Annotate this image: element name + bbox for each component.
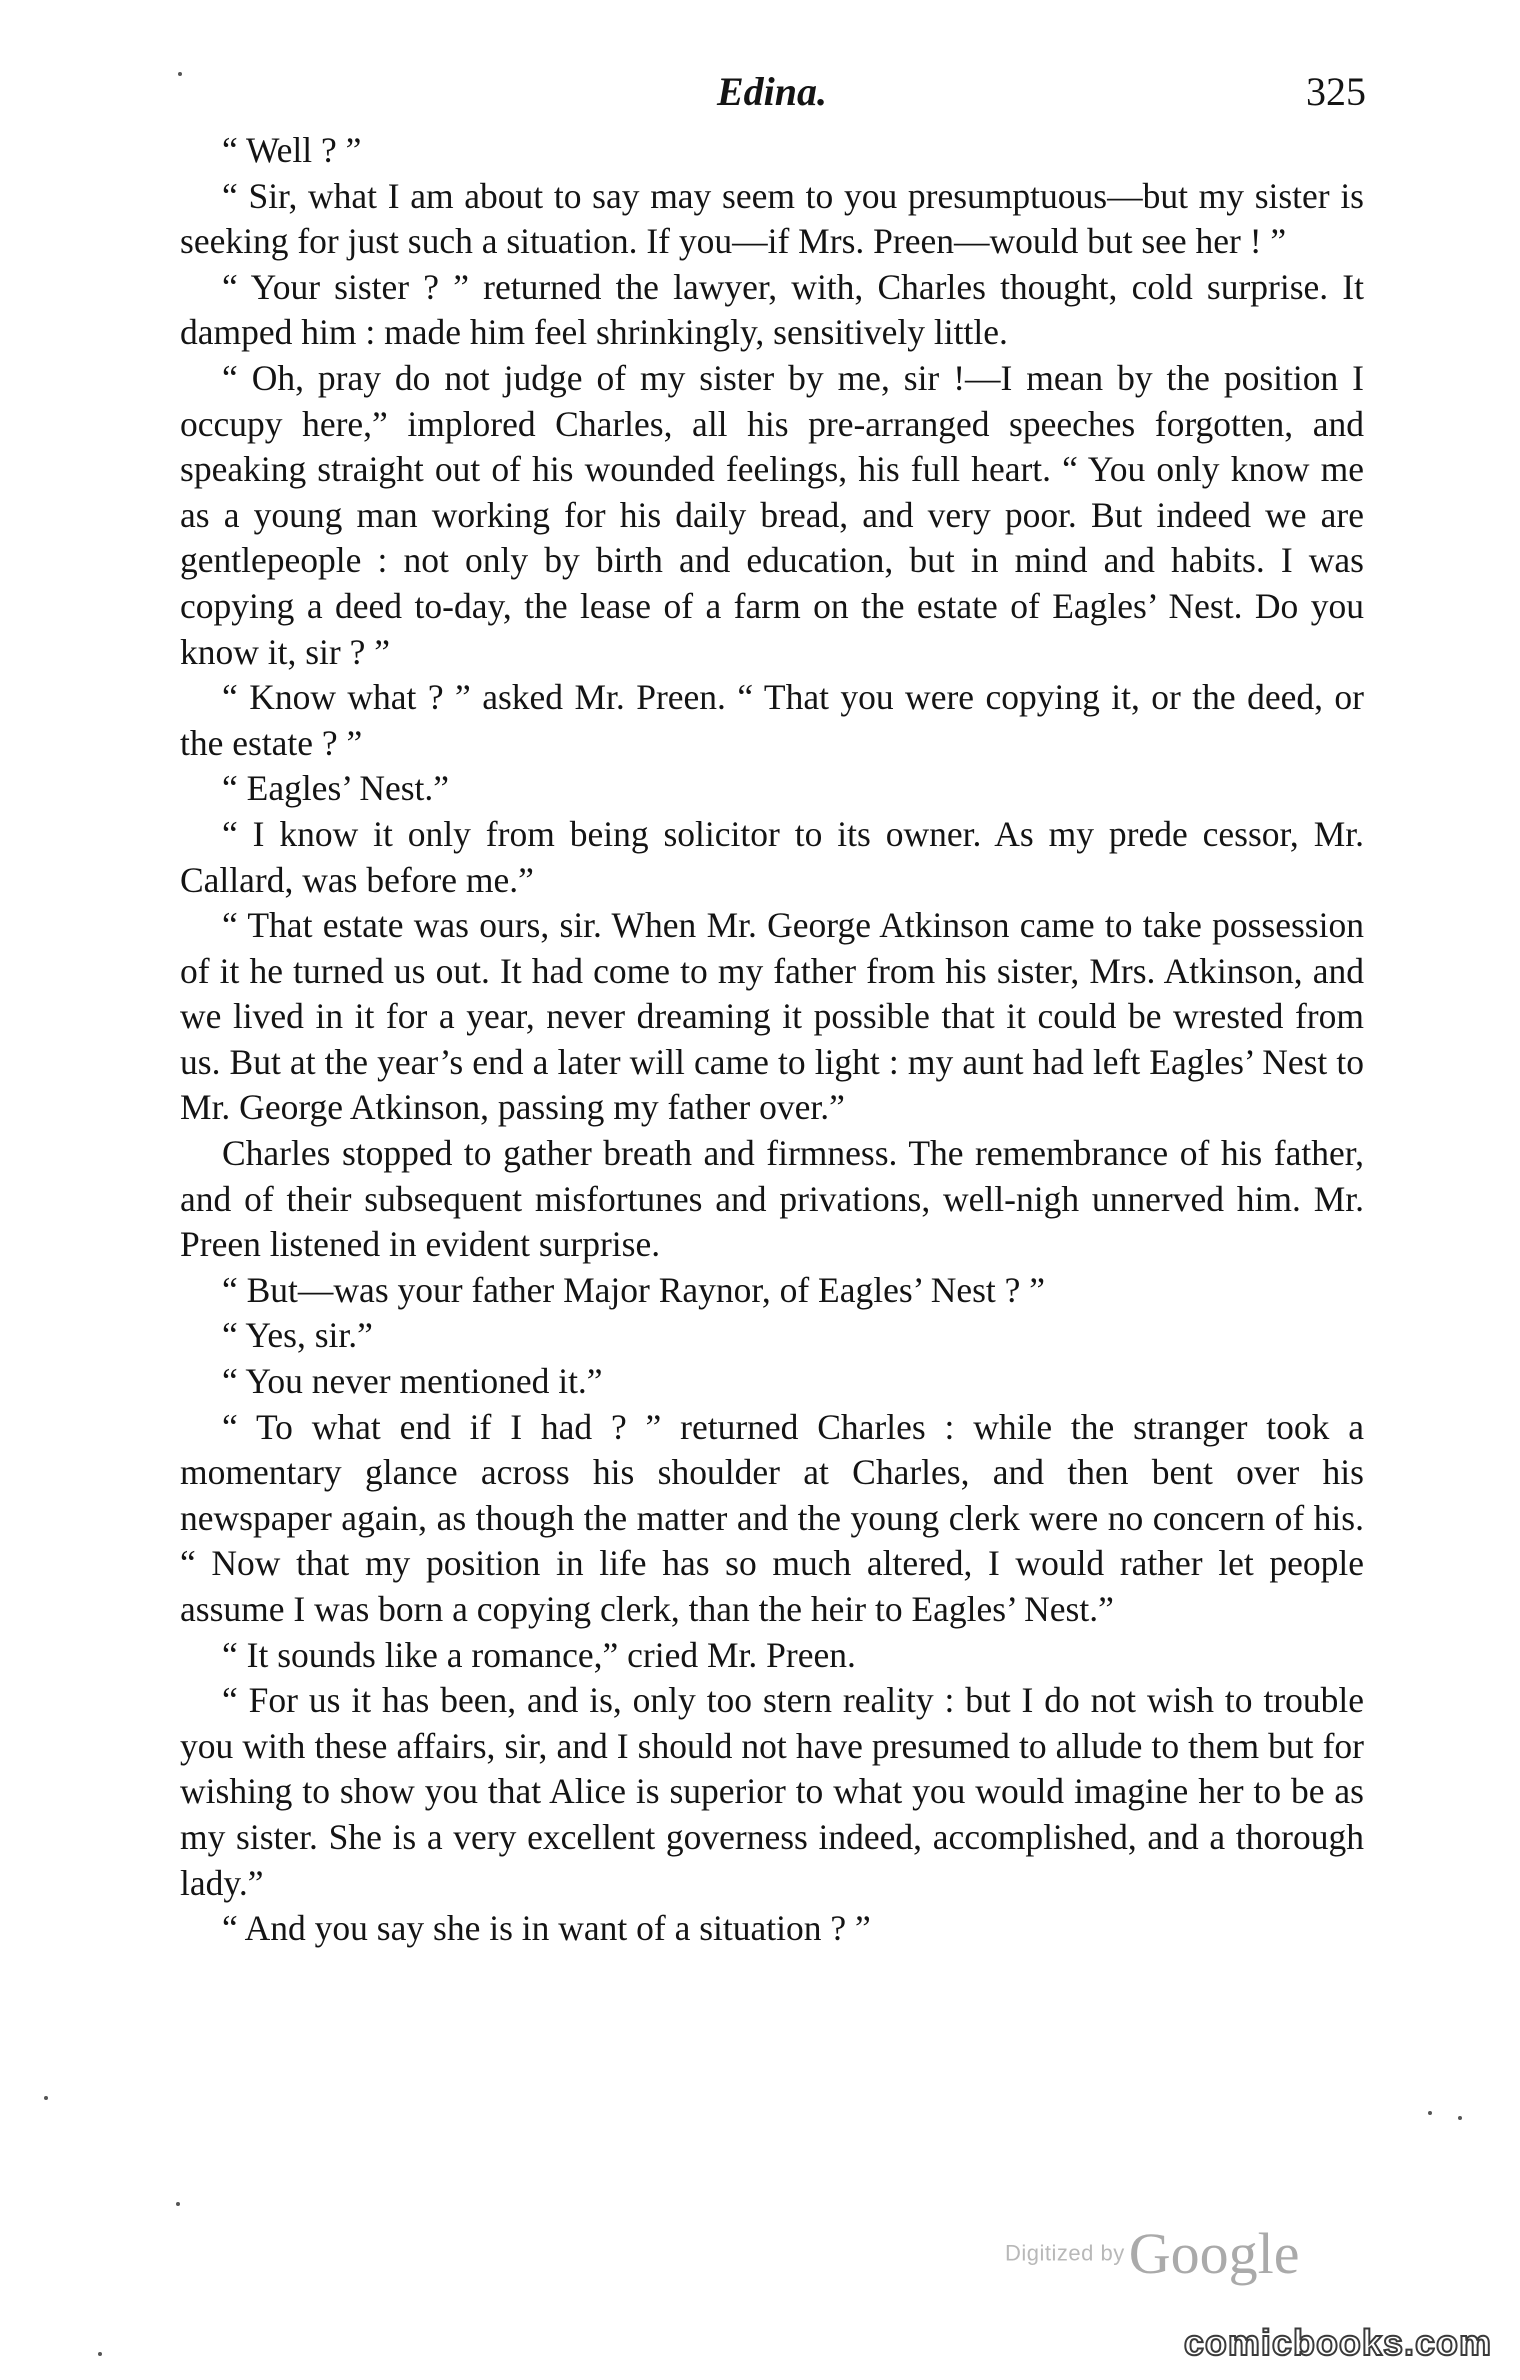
- paragraph: Charles stopped to gather breath and firmness. The remembrance of his father, and of their subsequent misfortunes and privations, well-nigh unnerved him. Mr. Preen listened in evident surprise.: [180, 1133, 1364, 1265]
- paragraph: “ But—was your father Major Raynor, of Eagles’ Nest ? ”: [222, 1269, 1046, 1310]
- paragraph: “ Yes, sir.”: [222, 1315, 373, 1356]
- page-number: 325: [1306, 69, 1366, 114]
- body-text: [180, 128, 1364, 1952]
- paragraph: “ I know it only from being solicitor to its owner. As my prede cessor, Mr. Callard, was before me.”: [180, 813, 1364, 900]
- google-watermark: [1005, 2220, 1299, 2287]
- comicbooks-watermark: comicbooks.com: [1183, 2322, 1492, 2363]
- paragraph: “ Eagles’ Nest.”: [222, 768, 450, 809]
- paragraph: “ You never mentioned it.”: [222, 1361, 603, 1402]
- stray-ink-mark: [1458, 2116, 1462, 2120]
- running-title: Edina.: [716, 69, 828, 114]
- stray-ink-mark: [98, 2352, 102, 2356]
- paragraph: “ For us it has been, and is, only too stern reality : but I do not wish to trouble you with these affairs, sir, and I should not have presumed to allude to them but for wishing to show you that Alice is superior to what you would imagine her to be as my sister. She is a very excellent governess indeed, accomplished, and a thorough lady.”: [180, 1680, 1364, 1903]
- paragraph: “ Well ? ”: [222, 130, 362, 170]
- digitized-by-text: Digitized by: [1005, 2240, 1125, 2266]
- paragraph: “ It sounds like a romance,” cried Mr. Preen.: [222, 1634, 856, 1675]
- paragraph: “ Your sister ? ” returned the lawyer, with, Charles thought, cold surprise. It damped him : made him feel shrinkingly, sensitively little.: [180, 266, 1364, 353]
- stray-ink-mark: [1428, 2111, 1432, 2115]
- stray-ink-mark: [176, 2202, 180, 2206]
- paragraph: “ Sir, what I am about to say may seem to you presumptuous—but my sister is seeking for just such a situation. If you—if Mrs. Preen—would but see her ! ”: [180, 175, 1364, 262]
- google-logo: Google: [1128, 2221, 1300, 2286]
- paragraph: “ And you say she is in want of a situation ? ”: [222, 1908, 871, 1949]
- paragraph: “ Know what ? ” asked Mr. Preen. “ That you were copying it, or the deed, or the estate ? ”: [180, 677, 1364, 763]
- paragraph: “ Oh, pray do not judge of my sister by me, sir !—I mean by the position I occupy here,” implored Charles, all his pre-arranged speeches forgotten, and speaking straight out of his wounded feelings, his full heart. “ You only know me as a young man working for his daily bread, and very poor. But indeed we are gentlepeople : not only by birth and education, but in mind and habits. I was copying a deed to-day, the lease of a farm on the estate of Eagles’ Nest. Do you know it, sir ? ”: [180, 357, 1364, 672]
- page-header: [178, 62, 1366, 122]
- stray-ink-mark: [44, 2096, 48, 2100]
- paragraph: “ That estate was ours, sir. When Mr. George Atkinson came to take possession of it he turned us out. It had come to my father from his sister, Mrs. Atkinson, and we lived in it for a year, never dreaming it possible that it could be wrested from us. But at the year’s end a later will came to light : my aunt had left Eagles’ Nest to Mr. George Atkinson, passing my father over.”: [180, 905, 1364, 1128]
- stray-ink-mark: [178, 72, 182, 76]
- paragraph: “ To what end if I had ? ” returned Charles : while the stranger took a momentary glance across his shoulder at Charles, and then bent over his newspaper again, as though the matter and the young clerk were no concern of his. “ Now that my position in life has so much altered, I would rather let people assume I was born a copying clerk, than the heir to Eagles’ Nest.”: [180, 1406, 1364, 1629]
